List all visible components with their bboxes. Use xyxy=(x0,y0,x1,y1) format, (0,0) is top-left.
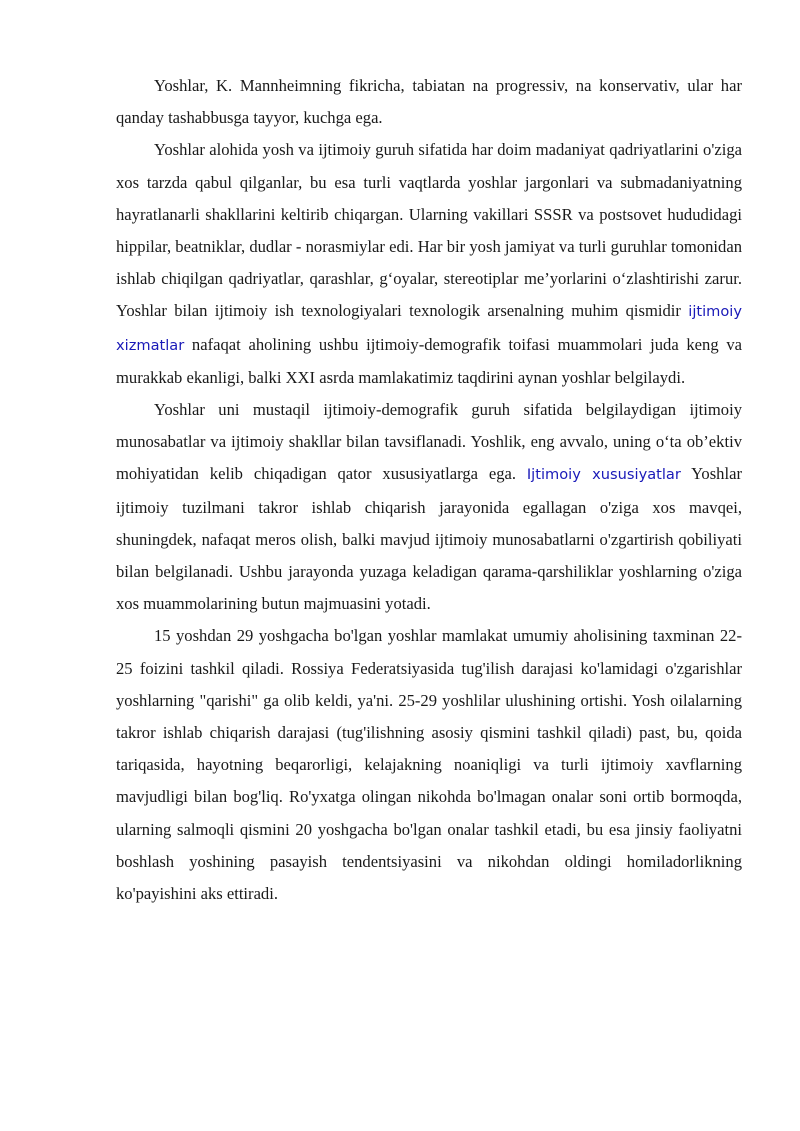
paragraph-2-text-after: nafaqat aholining ushbu ijtimoiy-demografik toifasi muammolari juda keng va murakkab ekanligi, balki XXI asrda mamlakatimiz taqdirini aynan yoshlar belgilaydi. xyxy=(116,334,742,387)
ijtimoiy-xususiyatlar-link[interactable]: Ijtimoiy xususiyatlar xyxy=(526,466,681,484)
paragraph-2 xyxy=(116,134,742,394)
ijtimoiy-xizmatlar-link[interactable]: ijtimoiy xizmatlar xyxy=(116,303,742,354)
paragraph-1-text: Yoshlar, K. Mannheimning fikricha, tabiatan na progressiv, na konservativ, ular har qanday tashabbusga tayyor, kuchga ega. xyxy=(116,76,742,128)
paragraph-3-text-after: Yoshlar ijtimoiy tuzilmani takror ishlab chiqarish jarayonida egallagan o'ziga xos mavqei, shuningdek, nafaqat meros olish, balki mavjud ijtimoiy munosabatlarni o'zgartirish qobiliyati bilan belgilanadi. Ushbu jarayonda yuzaga keladigan qarama-qarshiliklar yoshlarning o'ziga xos muammolarining butun majmuasini yotadi. xyxy=(116,464,742,614)
paragraph-3-text-before: Yoshlar uni mustaqil ijtimoiy-demografik guruh sifatida belgilaydigan ijtimoiy munosabatlar va ijtimoiy shakllar bilan tavsiflanadi. Yoshlik, eng avvalo, uning o‘ta ob’ektiv mohiyatidan kelib chiqadigan qator xususiyatlarga ega. xyxy=(116,400,742,484)
paragraph-3 xyxy=(116,394,742,620)
paragraph-4-text: 15 yoshdan 29 yoshgacha bo'lgan yoshlar mamlakat umumiy aholisining taxminan 22-25 foizini tashkil qiladi. Rossiya Federatsiyasida tug'ilish darajasi ko'lamidagi o'zgarishlar yoshlarning "qarishi" ga olib keldi, ya'ni. 25-29 yoshlilar ulushining ortishi. Yosh oilalarning takror ishlab chiqarish darajasi (tug'ilishning asosiy qismini tashkil qiladi) past, bu, qoida tariqasida, hayotning beqarorligi, kelajakning noaniqligi va turli ijtimoiy xavflarning mavjudligi bilan bog'liq. Ro'yxatga olingan nikohda bo'lmagan onalar soni ortib bormoqda, ularning salmoqli qismini 20 yoshgacha bo'lgan onalar tashkil etadi, bu esa jinsiy faoliyatni boshlash yoshining pasayish tendentsiyasini va nikohdan oldingi homiladorlikning ko'payishini aks ettiradi. xyxy=(116,626,742,904)
document-body xyxy=(116,70,742,910)
paragraph-2-text-before: Yoshlar alohida yosh va ijtimoiy guruh sifatida har doim madaniyat qadriyatlarini o'ziga xos tarzda qabul qilganlar, bu esa turli vaqtlarda yoshlar jargonlari va submadaniyatning hayratlanarli shakllarini keltirib chiqargan. Ularning vakillari SSSR va postsovet hududidagi hippilar, beatniklar, dudlar - norasmiylar edi. Har bir yosh jamiyat va turli guruhlar tomonidan ishlab chiqilgan qadriyatlar, qarashlar, g‘oyalar, stereotiplar me’yorlarini o‘zlashtirishi zarur. Yoshlar bilan ijtimoiy ish texnologiyalari texnologik arsenalning muhim qismidir xyxy=(116,140,742,321)
paragraph-4 xyxy=(116,620,742,910)
paragraph-1 xyxy=(116,70,742,134)
